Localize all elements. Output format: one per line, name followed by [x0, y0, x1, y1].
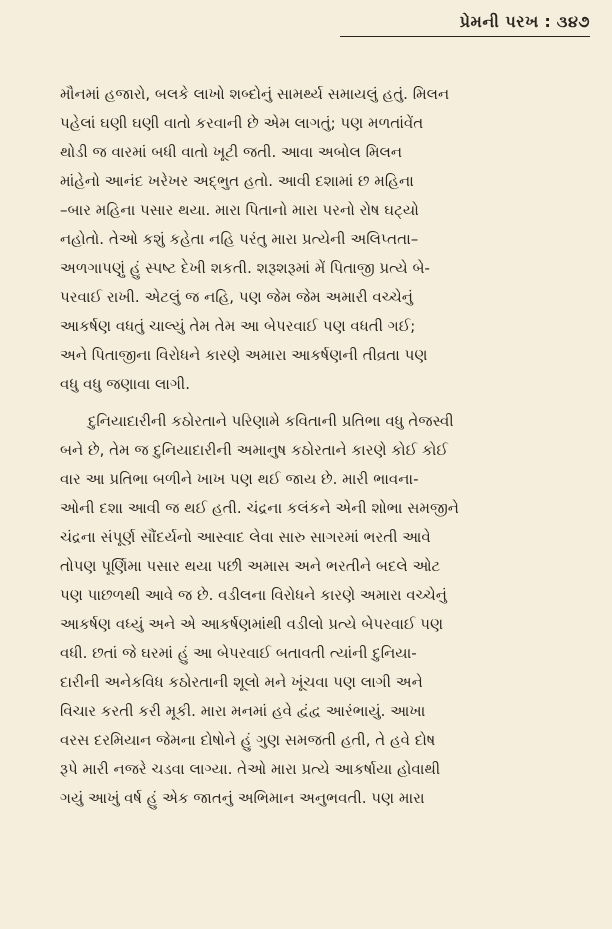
text-line: દુનિયાદારીની કઠોરતાને પરિણામે કવિતાની પ્રતિભા વધુ તેજસ્વી	[88, 412, 454, 430]
text-line: વધુ વધુ જણાવા લાગી.	[60, 375, 190, 393]
body-text	[60, 80, 582, 813]
text-line: વરસ દરમિયાન જેમના દોષોને હું ગુણ સમજતી હતી, તે હવે દોષ	[60, 731, 436, 749]
text-line: વિચાર કરતી કરી મૂકી. મારા મનમાં હવે દ્વંદ્વ આરંભાયું. આખા	[60, 702, 426, 720]
text-line: ચંદ્રના સંપૂર્ણ સૌંદર્યનો આસ્વાદ લેવા સારુ સાગરમાં ભરતી આવે	[60, 528, 431, 546]
paragraph-gap	[60, 399, 582, 407]
running-head	[340, 12, 590, 37]
text-line: ઓની દશા આવી જ થઈ હતી. ચંદ્રના કલંકને એની શોભા સમજીને	[60, 499, 459, 517]
text-line: નહોતો. તેઓ કશું કહેતા નહિ પરંતુ મારા પ્રત્યેની અલિપ્તતા–	[60, 230, 419, 248]
text-line: પણ પાછળથી આવે જ છે. વડીલના વિરોધને કારણે અમારા વચ્ચેનું	[60, 586, 447, 604]
text-line: તોપણ પૂર્ણિમા પસાર થયા પછી અમાસ અને ભરતીને બદલે ઓટ	[60, 557, 441, 575]
paragraph-2	[60, 407, 582, 813]
text-line: વધી. છતાં જે ઘરમાં હું આ બેપરવાઈ બતાવતી ત્યાંની દુનિયા-	[60, 644, 417, 662]
text-line: મૌનમાં હજારો, બલકે લાખો શબ્દોનું સામર્થ્ય સમાયલું હતું. મિલન	[60, 85, 450, 103]
text-line: આકર્ષણ વધતું ચાલ્યું તેમ તેમ આ બેપરવાઈ પણ વધતી ગઈ;	[60, 317, 416, 335]
text-line: –બાર મહિના પસાર થયા. મારા પિતાનો મારા પરનો રોષ ઘટ્યો	[60, 201, 419, 219]
paragraph-1	[60, 80, 582, 399]
text-line: ગયું આખું વર્ષ હું એક જાતનું અભિમાન અનુભવતી. પણ મારા	[60, 789, 425, 807]
text-line: દારીની અનેકવિધ કઠોરતાની શૂલો મને ખૂંચવા પણ લાગી અને	[60, 673, 423, 691]
text-line: આકર્ષણ વધ્યું અને એ આકર્ષણમાંથી વડીલો પ્રત્યે બેપરવાઈ પણ	[60, 615, 444, 633]
text-line: રૂપે મારી નજરે ચડવા લાગ્યા. તેઓ મારા પ્રત્યે આકર્ષાયા હોવાથી	[60, 760, 441, 778]
page-number: ૩૪૭	[556, 12, 590, 31]
chapter-title: પ્રેમની પરખ	[459, 12, 539, 31]
title-separator: :	[544, 12, 552, 31]
text-line: બને છે, તેમ જ દુનિયાદારીની અમાનુષ કઠોરતાને કારણે કોઈ કોઈ	[60, 441, 448, 459]
text-line: વાર આ પ્રતિભા બળીને ખાખ પણ થઈ જાય છે. મારી ભાવના-	[60, 470, 419, 488]
text-line: પહેલાં ઘણી ઘણી વાતો કરવાની છે એમ લાગતું; પણ મળતાંવેંત	[60, 114, 424, 132]
text-line: થોડી જ વારમાં બધી વાતો ખૂટી જતી. આવા અબોલ મિલન	[60, 143, 403, 161]
text-line: માંહેનો આનંદ ખરેખર અદ્ભુત હતો. આવી દશામાં છ મહિના	[60, 172, 414, 190]
text-line: પરવાઈ રાખી. એટલું જ નહિ, પણ જેમ જેમ અમારી વચ્ચેનું	[60, 288, 413, 306]
text-line: અને પિતાજીના વિરોધને કારણે અમારા આકર્ષણની તીવ્રતા પણ	[60, 346, 428, 364]
text-line: અળગાપણું હું સ્પષ્ટ દેખી શકતી. શરૂશરૂમાં મેં પિતાજી પ્રત્યે બે-	[60, 259, 430, 277]
